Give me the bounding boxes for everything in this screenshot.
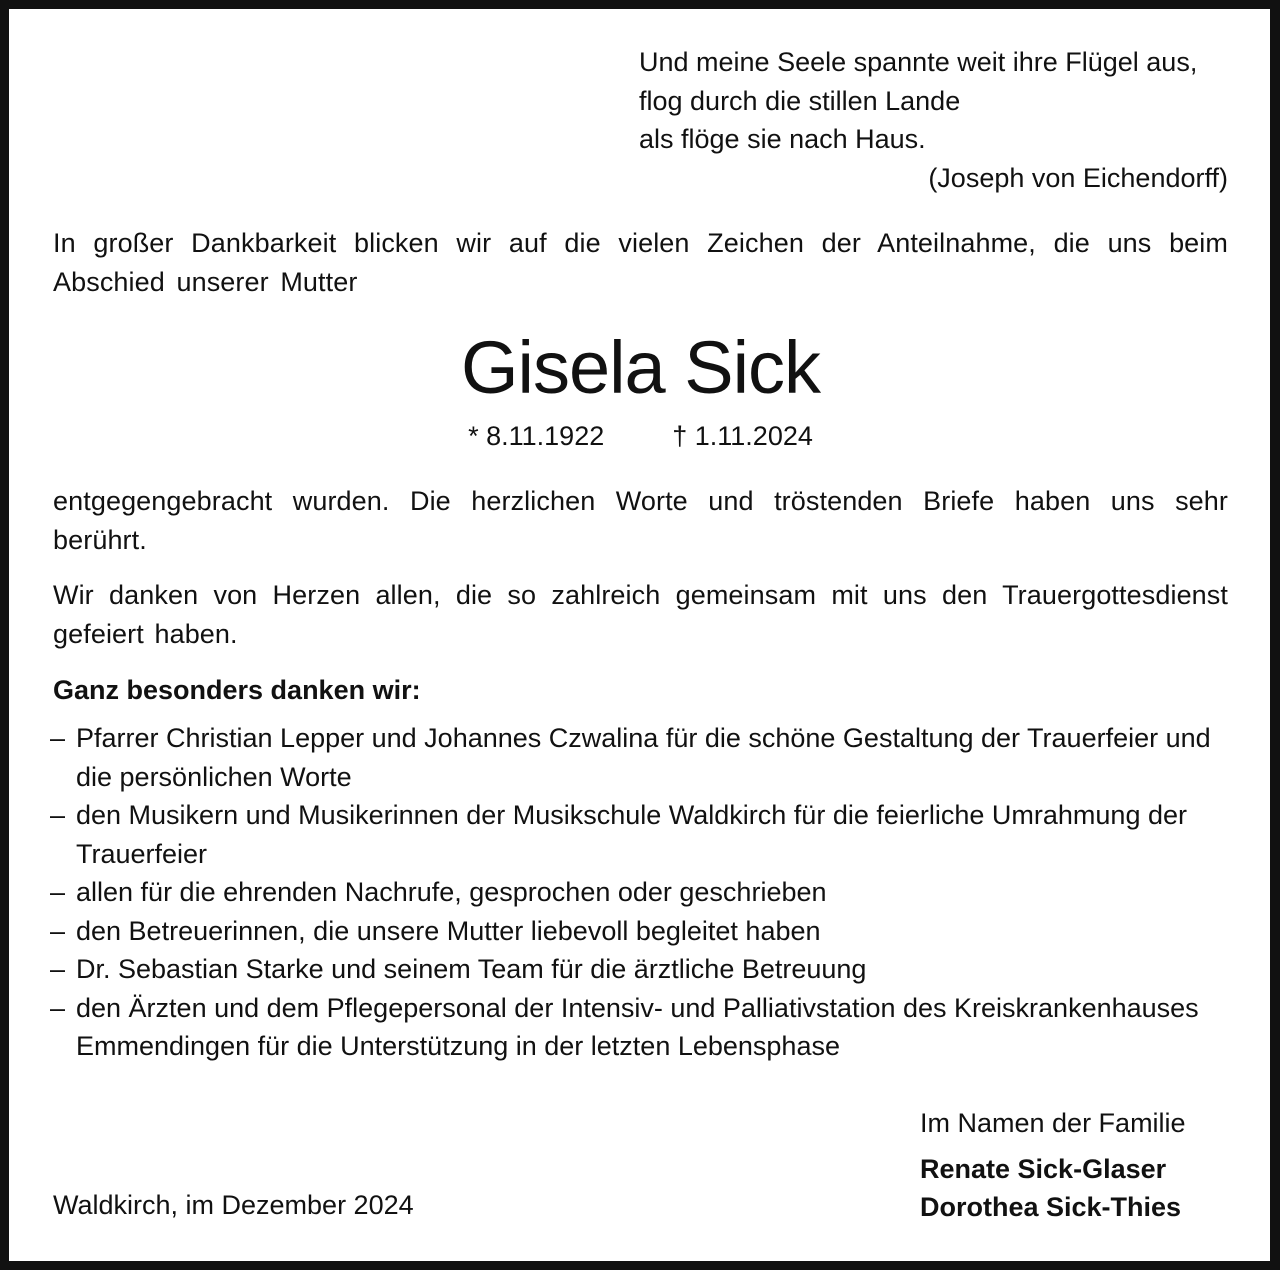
birth-date: * 8.11.1922 xyxy=(468,421,605,451)
dash-bullet: – xyxy=(50,954,66,984)
family-member-name: Renate Sick-Glaser xyxy=(920,1153,1167,1184)
list-item xyxy=(50,796,1230,873)
list-item-text: allen für die ehrenden Nachrufe, gesprochen oder geschrieben xyxy=(76,877,827,907)
list-item xyxy=(50,719,1230,796)
list-item xyxy=(50,912,1230,951)
list-item-text: den Musikern und Musikerinnen der Musikschule Waldkirch für die feierliche Umrahmung der Trauerfeier xyxy=(76,800,1187,869)
thanks-list xyxy=(50,719,1230,1066)
gratitude-paragraph: entgegengebracht wurden. Die herzlichen Worte und tröstenden Briefe haben uns sehr berührt. xyxy=(53,486,1228,555)
service-paragraph: Wir danken von Herzen allen, die so zahlreich gemeinsam mit uns den Trauergottesdienst gefeiert haben. xyxy=(53,580,1228,649)
list-item-text: den Betreuerinnen, die unsere Mutter liebevoll begleitet haben xyxy=(76,915,821,946)
quote-line: flog durch die stillen Lande xyxy=(639,85,961,116)
list-item-text: den Ärzten und dem Pflegepersonal der Intensiv- und Palliativstation des Kreiskrankenhauses Emmendingen für die Unterstützung in der letzten Lebensphase xyxy=(76,992,1199,1061)
deceased-name: Gisela Sick xyxy=(460,326,821,409)
death-date: † 1.11.2024 xyxy=(672,421,813,451)
thanks-heading: Ganz besonders danken wir: xyxy=(53,675,421,705)
place-and-date: Waldkirch, im Dezember 2024 xyxy=(53,1190,414,1220)
dash-bullet: – xyxy=(50,800,66,830)
obituary-notice xyxy=(50,0,1228,1270)
list-item xyxy=(50,873,1230,912)
dash-bullet: – xyxy=(50,992,66,1023)
dash-bullet: – xyxy=(50,877,66,907)
dash-bullet: – xyxy=(50,915,66,946)
intro-paragraph: In großer Dankbarkeit blicken wir auf die vielen Zeichen der Anteilnahme, die uns beim Abschied unserer Mutter xyxy=(53,228,1228,297)
quote-author: (Joseph von Eichendorff) xyxy=(928,162,1228,193)
life-dates xyxy=(53,417,1228,455)
poem-quote xyxy=(639,43,1228,197)
family-signature xyxy=(920,1104,1230,1227)
family-label: Im Namen der Familie xyxy=(920,1108,1186,1138)
list-item-text: Pfarrer Christian Lepper und Johannes Czwalina für die schöne Gestaltung der Trauerfeier und die persönlichen Worte xyxy=(76,723,1211,792)
family-member-name: Dorothea Sick-Thies xyxy=(920,1192,1182,1222)
list-item xyxy=(50,989,1230,1066)
quote-line: Und meine Seele spannte weit ihre Flügel aus, xyxy=(639,47,1198,77)
list-item-text: Dr. Sebastian Starke und seinem Team für die ärztliche Betreuung xyxy=(76,954,867,984)
quote-line: als flöge sie nach Haus. xyxy=(639,124,926,154)
list-item xyxy=(50,950,1230,989)
dash-bullet: – xyxy=(50,723,66,753)
